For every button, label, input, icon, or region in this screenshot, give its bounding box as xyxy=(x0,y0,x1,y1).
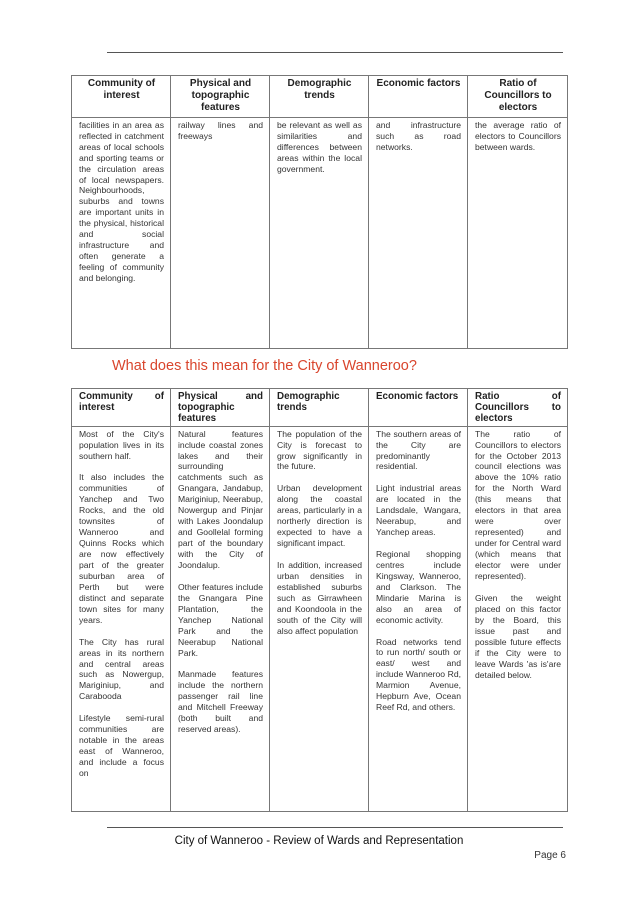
cell-paragraph: Manmade features include the northern passenger rail line and Mitchell Freeway (both built and reserved areas). xyxy=(178,669,263,735)
table-cell-ratio: the average ratio of electors to Councillors between wards. xyxy=(468,118,568,349)
cell-paragraph: The ratio of Councillors to electors for the October 2013 council elections was above the 10% ratio for the North Ward (this means that electors in that area were over represented) and under for Central ward (which means that elector were under represented). xyxy=(475,428,561,581)
table-header-row xyxy=(72,76,568,118)
criteria-table-continued xyxy=(71,75,568,349)
table-cell-community xyxy=(72,426,171,811)
table-cell-ratio xyxy=(468,426,568,811)
footer-rule xyxy=(107,827,563,828)
cell-paragraph: Lifestyle semi-rural communities are notable in the areas east of Wanneroo, and include a focus on xyxy=(79,713,164,778)
column-header-community: Community of interest xyxy=(72,76,171,118)
column-header-ratio: Ratio of Councillors to electors xyxy=(468,389,568,427)
column-header-ratio: Ratio of Councillors to electors xyxy=(468,76,568,118)
page-number: Page 6 xyxy=(534,850,566,861)
header-rule xyxy=(107,52,563,53)
table-row xyxy=(72,118,568,349)
cell-paragraph: Light industrial areas are located in the Landsdale, Wangara, Neerabup, and Yanchep areas. xyxy=(376,483,461,538)
cell-paragraph: Urban development along the coastal areas, particularly in a northerly direction is expected to have a significant impact. xyxy=(277,483,362,549)
column-header-physical: Physical and topographic features xyxy=(171,389,270,427)
cell-paragraph: The population of the City is forecast to grow significantly in the future. xyxy=(277,428,362,472)
cell-paragraph: Natural features include coastal zones lakes and their surrounding catchments such as Gnangara, Jandabup, Mariginiup, Neerabup, Nowergup and Pinjar with Lakes Joondalup and Goollelal forming part of the boundary with the City of Joondalup. xyxy=(178,428,263,571)
column-header-demographic: Demographic trends xyxy=(270,76,369,118)
cell-paragraph: Most of the City's population lives in its southern half. xyxy=(79,428,164,461)
table-cell-physical xyxy=(171,426,270,811)
cell-paragraph: The City has rural areas in its northern and central areas such as Nowergup, Mariginiup, and Carabooda xyxy=(79,636,164,702)
cell-paragraph: Regional shopping centres include Kingsway, Wanneroo, and Clarkson. The Mindarie Marina is also an area of economic activity. xyxy=(376,548,461,625)
column-header-economic: Economic factors xyxy=(369,76,468,118)
column-header-economic: Economic factors xyxy=(369,389,468,427)
table-cell-economic xyxy=(369,426,468,811)
cell-paragraph: The southern areas of the City are predominantly residential. xyxy=(376,428,461,472)
table-cell-demographic: be relevant as well as similarities and differences between areas within the local government. xyxy=(270,118,369,349)
wanneroo-analysis-table xyxy=(71,388,568,812)
column-header-demographic: Demographic trends xyxy=(270,389,369,427)
table-cell-demographic xyxy=(270,426,369,811)
table-cell-community: facilities in an area as reflected in catchment areas of local schools and sporting teams or the circulation areas of local newspapers. Neighbourhoods, suburbs and towns are important units in the physical, historical and social infrastructure and often generate a feeling of community and belonging. xyxy=(72,118,171,349)
table-cell-physical: railway lines and freeways xyxy=(171,118,270,349)
table-cell-economic: and infrastructure such as road networks. xyxy=(369,118,468,349)
section-heading: What does this mean for the City of Wanneroo? xyxy=(112,358,417,374)
cell-paragraph: Road networks tend to run north/ south or east/ west and include Wanneroo Rd, Marmion Avenue, Hepburn Ave, Ocean Reef Rd, and others. xyxy=(376,636,461,713)
cell-paragraph: It also includes the communities of Yanchep and Two Rocks, and the old townsites of Wanneroo and Quinns Rocks which are now effectively part of the greater suburban area of Perth but were distinct and separate town sites for many years. xyxy=(79,472,164,625)
column-header-community: Community of interest xyxy=(72,389,171,427)
footer-title: City of Wanneroo - Review of Wards and Representation xyxy=(174,835,464,847)
table-row xyxy=(72,426,568,811)
cell-paragraph: Other features include the Gnangara Pine Plantation, the Yanchep National Park and the Neerabup National Park. xyxy=(178,581,263,658)
column-header-physical: Physical and topographic features xyxy=(171,76,270,118)
cell-paragraph: Given the weight placed on this factor by the Board, this issue past and possible future effects if the City were to leave Wards 'as is'are detailed below. xyxy=(475,592,561,680)
cell-paragraph: In addition, increased urban densities in established suburbs such as Girrawheen and Koondoola in the south of the City will also affect population xyxy=(277,559,362,636)
table-header-row xyxy=(72,389,568,427)
